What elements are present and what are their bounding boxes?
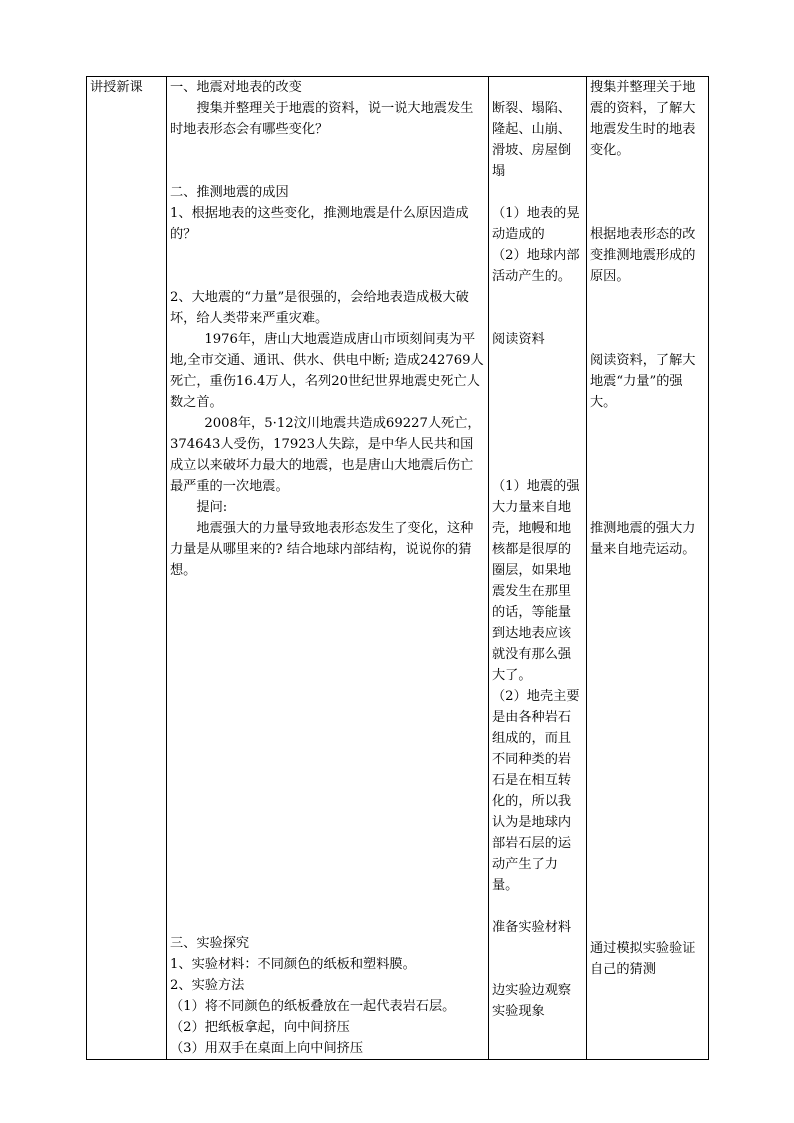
wenchuan-paragraph: 2008年，5·12汶川地震共造成69227人死亡，374643人受伤，17923人失踪，是中华人民共和国成立以来破坏力最大的地震，也是唐山大地震后伤亡最严重的一次地震。 (170, 416, 481, 494)
teaching-content-cell (167, 77, 489, 1060)
intent-2: 根据地表形态的改变推测地震形成的原因。 (590, 227, 696, 284)
intent-3: 阅读资料，了解大地震“力量”的强大。 (590, 353, 696, 410)
method-step-3: （3）用双手在桌面上向中间挤压 (170, 1041, 364, 1056)
section-1-title: 一、地震对地表的改变 (170, 80, 302, 95)
design-intent-cell (587, 77, 709, 1060)
activity-5a: 准备实验材料 (492, 920, 572, 935)
activity-2b: （2）地球内部活动产生的。 (492, 248, 580, 284)
activity-1: 断裂、塌陷、隆起、山崩、滑坡、房屋倒塌 (492, 101, 572, 179)
student-activity-cell (489, 77, 587, 1060)
tangshan-paragraph: 1976年，唐山大地震造成唐山市顷刻间夷为平地,全市交通、通讯、供水、供电中断; 造成242769人死亡，重伤16.4万人，名列20世纪世界地震史死亡人数之首。 (170, 332, 484, 410)
materials-line: 1、实验材料：不同颜色的纸板和塑料膜。 (170, 957, 416, 972)
section-2-question-2: 2、大地震的“力量”是很强的，会给地表造成极大破坏，给人类带来严重灾难。 (170, 290, 469, 326)
section-label: 讲授新课 (90, 80, 143, 95)
table-row (87, 77, 709, 1060)
activity-5b: 边实验边观察实验现象 (492, 983, 572, 1019)
intent-1: 搜集并整理关于地震的资料，了解大地震发生时的地表变化。 (590, 80, 696, 158)
ask-label: 提问: (196, 500, 228, 515)
activity-2a: （1）地表的晃动造成的 (492, 206, 580, 242)
section-2-question-1: 1、根据地表的这些变化，推测地震是什么原因造成的？ (170, 206, 469, 242)
intent-4: 推测地震的强大力量来自地壳运动。 (590, 521, 696, 557)
section-3-title: 三、实验探究 (170, 936, 250, 951)
activity-4a: （1）地震的强大力量来自地壳，地幔和地核都是很厚的圈层，如果地震发生在那里的话，等能量到达地表应该就没有那么强大了。 (492, 479, 580, 683)
activity-4b: （2）地壳主要是由各种岩石组成的，而且不同种类的岩石是在相互转化的，所以我认为是地球内部岩石层的运动产生了力量。 (492, 689, 580, 893)
intent-5: 通过模拟实验验证自己的猜测 (590, 941, 696, 977)
method-step-2: （2）把纸板拿起，向中间挤压 (170, 1020, 350, 1035)
lesson-table (86, 76, 709, 1060)
method-step-1: （1）将不同颜色的纸板叠放在一起代表岩石层。 (170, 999, 456, 1014)
section-label-cell (87, 77, 167, 1060)
section-2-title: 二、推测地震的成因 (170, 185, 289, 200)
activity-3: 阅读资料 (492, 332, 545, 347)
section-1-body: 搜集并整理关于地震的资料，说一说大地震发生时地表形态会有哪些变化？ (170, 101, 474, 137)
method-line: 2、实验方法 (170, 978, 245, 993)
ask-body: 地震强大的力量导致地表形态发生了变化，这种力量是从哪里来的? 结合地球内部结构，说说你的猜想。 (170, 521, 474, 578)
